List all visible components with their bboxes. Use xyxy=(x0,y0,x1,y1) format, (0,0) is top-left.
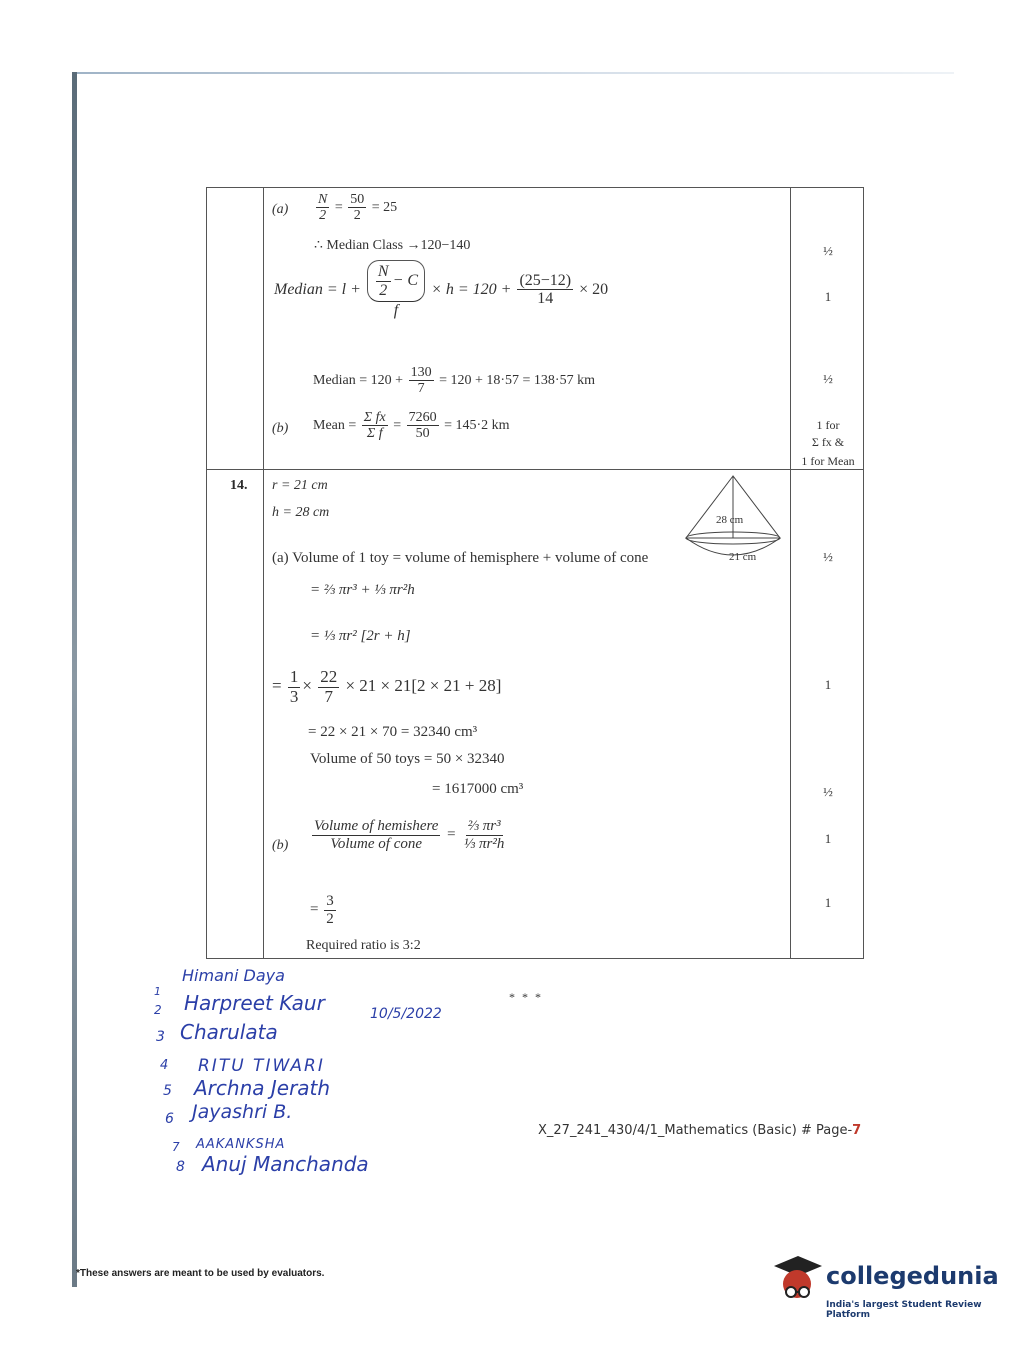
signature-4: RITU TIWARI xyxy=(198,1056,325,1076)
q13-part-a-label: (a) xyxy=(272,202,289,217)
row-divider-q14 xyxy=(207,469,863,470)
signature-5: Archna Jerath xyxy=(194,1076,331,1100)
signature-7: AAKANKSHA xyxy=(196,1137,286,1152)
signature-8: Anuj Manchanda xyxy=(202,1152,369,1176)
q13-mark-6: 1 for Mean xyxy=(801,454,855,468)
q13-mark-1: ½ xyxy=(823,243,833,258)
sig-number-1: 1 xyxy=(154,985,161,998)
q14-mark-5: 1 xyxy=(824,895,832,910)
page-code: X_27_241_430/4/1_Mathematics (Basic) # Page-7 xyxy=(538,1123,862,1138)
scan-left-edge xyxy=(72,72,77,1287)
figure-radius-label: 21 cm xyxy=(729,551,757,563)
q13-mark-2: 1 xyxy=(824,289,832,304)
q14-mark-1: ½ xyxy=(823,549,833,564)
sig-number-2: 2 xyxy=(154,1003,162,1017)
q13-mean: Mean = $\frac{\text{Σ fx}}{\text{Σ f}}$ = $\frac{7260}{50}$ = 145·2 km xyxy=(313,410,510,442)
signature-2: Harpreet Kaur xyxy=(184,991,325,1015)
q13-mark-3: ½ xyxy=(823,371,833,386)
figure-height-label: 28 cm xyxy=(716,514,744,526)
column-divider-marks xyxy=(790,188,791,958)
sig-number-6: 6 xyxy=(165,1111,174,1127)
signature-6: Jayashri B. xyxy=(192,1101,293,1123)
q13-median-class: ∴ Median Class →120−140 xyxy=(314,238,471,253)
q13-n-over-2: $\frac{N}{2}$ = $\frac{50}{2}$ = 25 xyxy=(318,192,398,224)
brand-logo: collegedunia xyxy=(826,1262,999,1290)
q14-part-b-label: (b) xyxy=(272,838,289,853)
q14-height: h = 28 cm xyxy=(272,505,330,520)
q13-median-formula: Median = l + $\frac{N}{2}$ − C f × h = 120 + $\frac{(25-12)}{14}$ × 20 xyxy=(274,260,608,320)
evaluators-note: *These answers are meant to be used by evaluators. xyxy=(76,1268,325,1279)
sig-number-7: 7 xyxy=(172,1140,180,1154)
q14-number: 14. xyxy=(230,478,248,493)
q14-step-2: = ⅓ πr² [2r + h] xyxy=(310,628,411,644)
q13-part-b-label: (b) xyxy=(272,421,289,436)
graduate-mascot-icon xyxy=(768,1252,826,1310)
q14-ratio-formula: $\frac{\text{Volume of hemishere}}{\text{Volume of cone}}$ = $\frac{\text{⅔ πr³}}{\text{⅓ πr²h}}$ xyxy=(314,818,505,852)
sig-number-3: 3 xyxy=(156,1029,165,1045)
q14-mark-2: 1 xyxy=(824,677,832,692)
q14-required-ratio: Required ratio is 3:2 xyxy=(306,938,421,953)
signature-1: Himani Daya xyxy=(182,966,285,985)
q14-step-1: = ⅔ πr³ + ⅓ πr²h xyxy=(310,582,415,598)
signature-3: Charulata xyxy=(180,1020,278,1044)
end-marker: * * * xyxy=(509,990,543,1004)
q13-median-calc: Median = 120 + $\frac{130}{7}$ = 120 + 18·57 = 138·57 km xyxy=(313,365,595,397)
signature-date: 10/5/2022 xyxy=(370,1006,442,1022)
q14-radius: r = 21 cm xyxy=(272,478,328,493)
sig-number-4: 4 xyxy=(160,1058,169,1073)
q14-mark-3: ½ xyxy=(823,784,833,799)
q14-step-5: Volume of 50 toys = 50 × 32340 xyxy=(310,751,505,767)
q13-mark-5: Σ fx & xyxy=(811,435,845,449)
sig-number-5: 5 xyxy=(163,1083,172,1099)
q13-mark-4: 1 for xyxy=(816,418,840,432)
sig-number-8: 8 xyxy=(176,1159,185,1175)
q14-step-6: = 1617000 cm³ xyxy=(432,781,524,797)
q14-step-4: = 22 × 21 × 70 = 32340 cm³ xyxy=(308,724,478,740)
q14-mark-4: 1 xyxy=(824,831,832,846)
q14-step-3: = $\frac{1}{3}$ × $\frac{22}{7}$ × 21 × 21[2 × 21 + 28] xyxy=(272,667,502,706)
column-divider-qno xyxy=(263,188,264,958)
q14-ratio-result: = $\frac{3}{2}$ xyxy=(310,893,334,927)
top-rule xyxy=(72,72,954,74)
q14-part-a-statement: (a) Volume of 1 toy = volume of hemisphere + volume of cone xyxy=(272,550,649,566)
brand-tagline: India's largest Student Review Platform xyxy=(826,1300,982,1320)
